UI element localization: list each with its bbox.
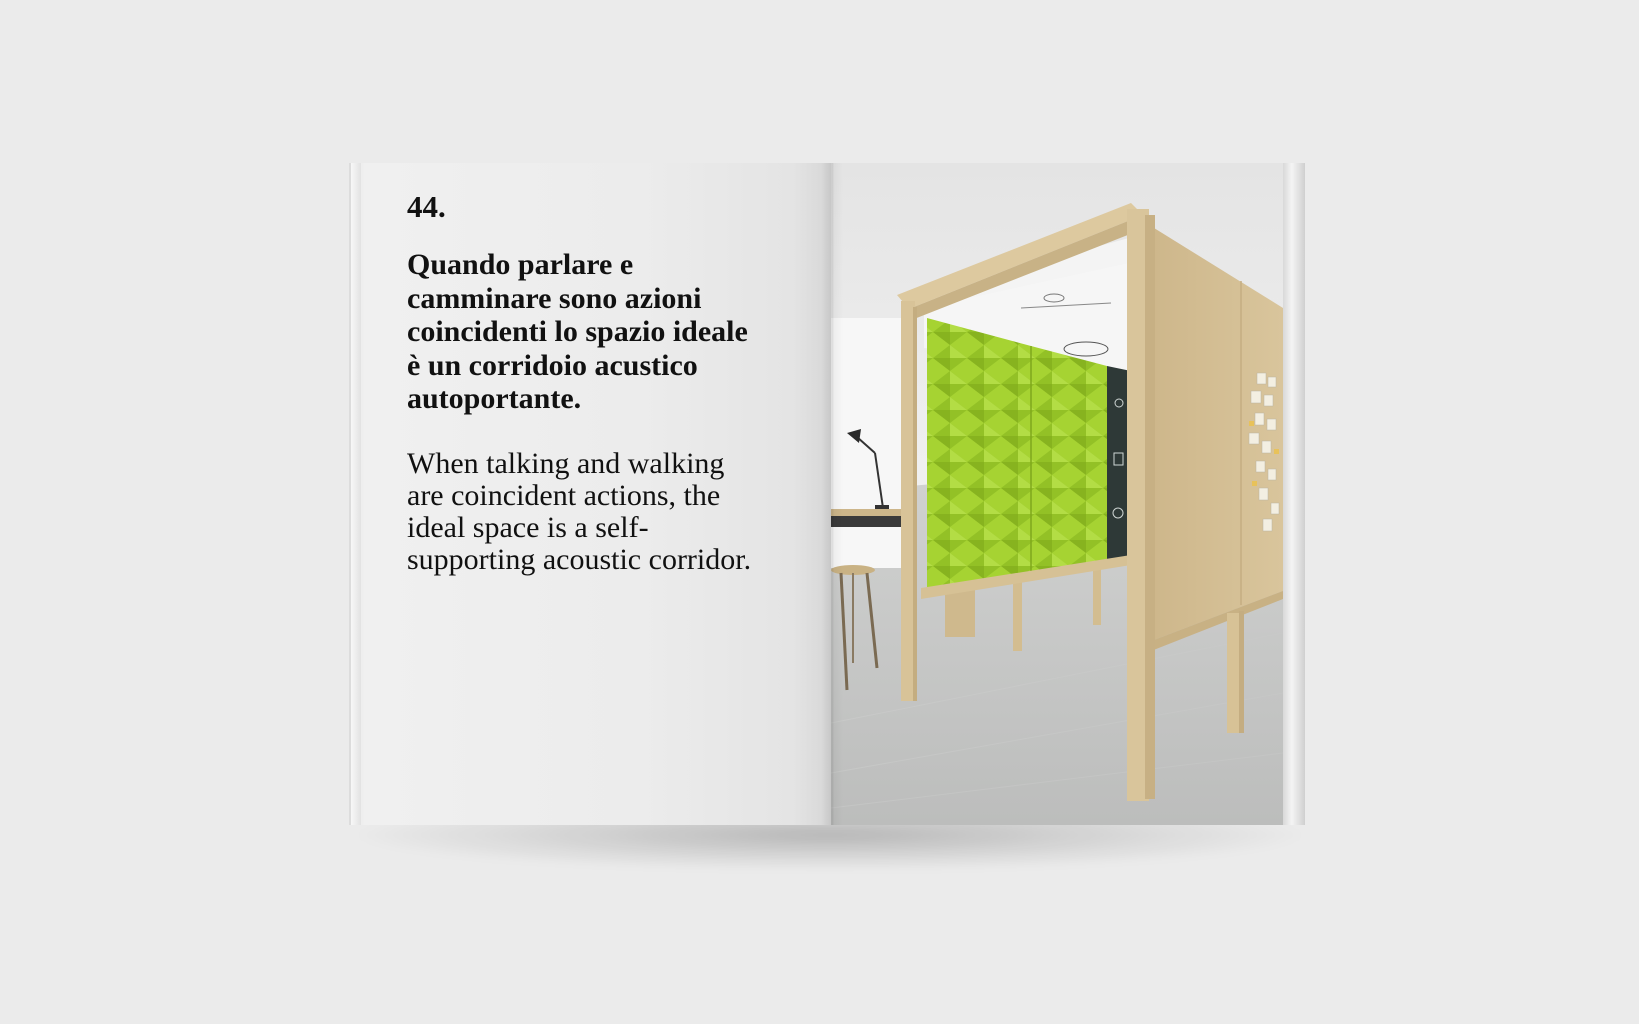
photo-illustration [831, 163, 1283, 825]
booklet-spread [351, 163, 1305, 825]
italian-headline: Quando parlare e camminare sono azioni coincidenti lo spazio ideale è un corridoio acustico autoportante. [407, 248, 748, 415]
left-page [351, 163, 831, 825]
page-number: 44. [407, 189, 446, 224]
photo-acoustic-corridor-icon [831, 163, 1283, 825]
page-edge-stack [1283, 163, 1305, 825]
english-caption: When talking and walking are coincident actions, the ideal space is a self-supporting acoustic corridor. [407, 447, 752, 576]
